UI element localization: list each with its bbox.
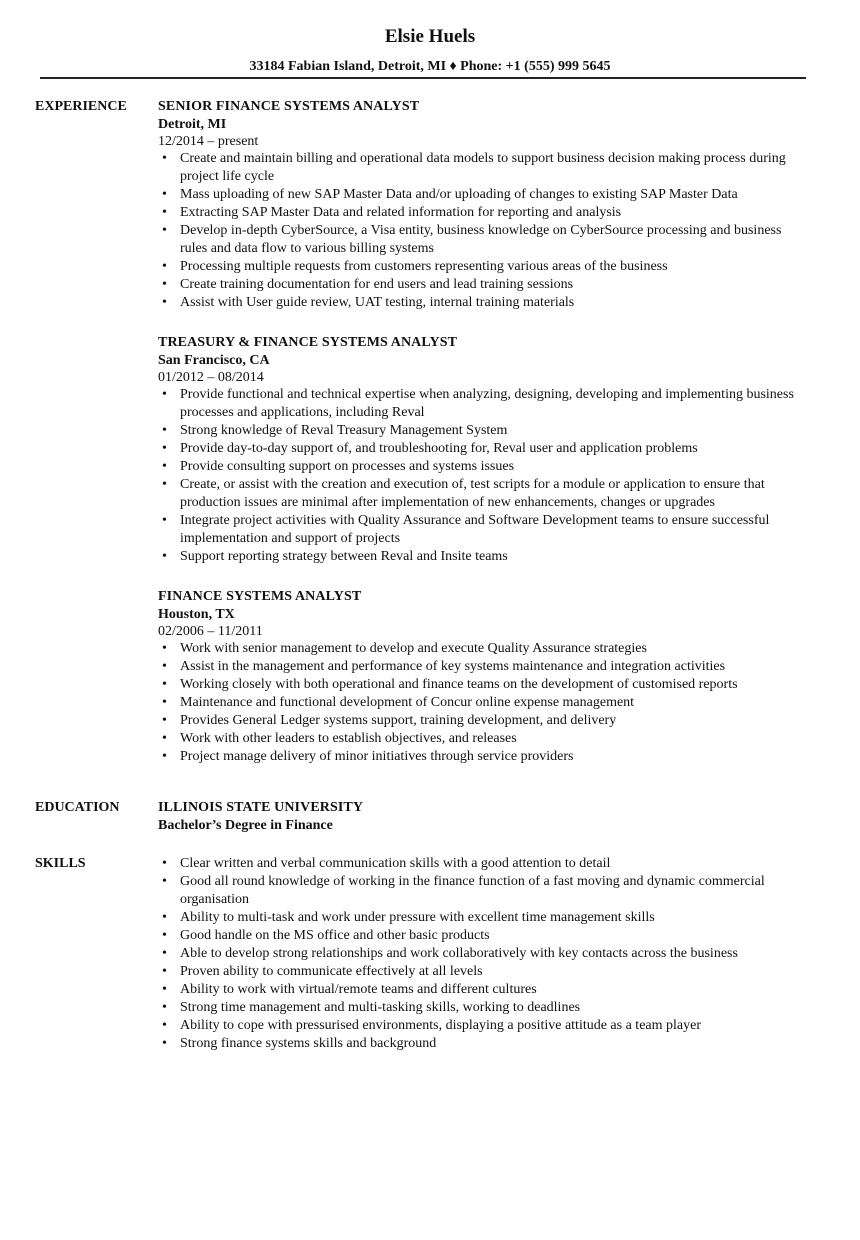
bullet-icon: •	[162, 982, 167, 997]
header-divider	[40, 77, 806, 79]
bullet-icon: •	[162, 277, 167, 292]
bullet-text: Ability to cope with pressurised environments, displaying a positive attitude as a team player	[180, 1018, 701, 1033]
bullet-icon: •	[162, 731, 167, 746]
job-dates: 02/2006 – 11/2011	[158, 624, 263, 639]
bullet-text: Project manage delivery of minor initiatives through service providers	[180, 749, 574, 764]
bullet-icon: •	[162, 441, 167, 456]
bullet-item	[158, 548, 810, 566]
skills-section	[35, 855, 810, 1053]
bullet-icon: •	[162, 223, 167, 238]
job-title: TREASURY & FINANCE SYSTEMS ANALYST	[158, 335, 458, 350]
bullet-item	[158, 150, 810, 186]
bullet-item	[158, 676, 810, 694]
job-entry	[158, 588, 810, 766]
candidate-name: Elsie Huels	[384, 26, 476, 47]
job-bullets	[158, 386, 810, 566]
bullet-item	[158, 694, 810, 712]
bullet-item	[158, 927, 810, 945]
bullet-icon: •	[162, 641, 167, 656]
bullet-icon: •	[162, 910, 167, 925]
bullet-text: Assist in the management and performance of key systems maintenance and integration activities	[180, 659, 726, 674]
bullet-text: Strong time management and multi-tasking skills, working to deadlines	[180, 1000, 581, 1015]
bullet-text: Able to develop strong relationships and work collaboratively with key contacts across the business	[180, 946, 738, 961]
bullet-text: Good handle on the MS office and other basic products	[180, 928, 490, 943]
bullet-icon: •	[162, 549, 167, 564]
bullet-item	[158, 1035, 810, 1053]
bullet-icon: •	[162, 459, 167, 474]
job-dates: 12/2014 – present	[158, 134, 259, 149]
bullet-icon: •	[162, 387, 167, 402]
bullet-item	[158, 999, 810, 1017]
bullet-text: Integrate project activities with Quality Assurance and Software Development teams to ensure successful implementation and support of projects	[180, 513, 770, 546]
bullet-text: Strong knowledge of Reval Treasury Management System	[180, 423, 508, 438]
bullet-icon: •	[162, 1018, 167, 1033]
education-heading: EDUCATION	[35, 800, 120, 815]
bullet-item	[158, 873, 810, 909]
job-bullets	[158, 150, 810, 312]
bullet-item	[158, 294, 810, 312]
bullet-item	[158, 712, 810, 730]
bullet-icon: •	[162, 749, 167, 764]
bullet-icon: •	[162, 1036, 167, 1051]
contact-line: 33184 Fabian Island, Detroit, MI ♦ Phone: +1 (555) 999 5645	[249, 59, 611, 74]
bullet-text: Ability to work with virtual/remote teams and different cultures	[180, 982, 537, 997]
bullet-text: Assist with User guide review, UAT testing, internal training materials	[180, 295, 575, 310]
bullet-text: Provide day-to-day support of, and troubleshooting for, Reval user and application problems	[180, 441, 698, 456]
bullet-item	[158, 204, 810, 222]
bullet-item	[158, 276, 810, 294]
bullet-item	[158, 476, 810, 512]
bullet-text: Provides General Ledger systems support, training development, and delivery	[180, 713, 617, 728]
bullet-text: Create and maintain billing and operational data models to support business decision making process during project life cycle	[180, 151, 786, 184]
bullet-text: Provide consulting support on processes and systems issues	[180, 459, 515, 474]
bullet-item	[158, 945, 810, 963]
bullet-text: Extracting SAP Master Data and related information for reporting and analysis	[180, 205, 622, 220]
bullet-item	[158, 981, 810, 999]
bullet-icon: •	[162, 946, 167, 961]
bullet-item	[158, 640, 810, 658]
bullet-icon: •	[162, 1000, 167, 1015]
bullet-item	[158, 909, 810, 927]
bullet-text: Support reporting strategy between Reval and Insite teams	[180, 549, 508, 564]
bullet-item	[158, 512, 810, 548]
job-title: SENIOR FINANCE SYSTEMS ANALYST	[158, 99, 420, 114]
school-name: ILLINOIS STATE UNIVERSITY	[158, 800, 364, 815]
bullet-icon: •	[162, 151, 167, 166]
education-section	[35, 799, 810, 835]
job-title: FINANCE SYSTEMS ANALYST	[158, 589, 362, 604]
experience-section	[35, 98, 810, 788]
job-location: Detroit, MI	[158, 117, 227, 132]
bullet-item	[158, 186, 810, 204]
bullet-item	[158, 730, 810, 748]
skills-bullets	[158, 855, 810, 1053]
bullet-text: Work with senior management to develop and execute Quality Assurance strategies	[180, 641, 647, 656]
bullet-item	[158, 440, 810, 458]
job-entry	[158, 98, 810, 312]
bullet-item	[158, 963, 810, 981]
bullet-text: Proven ability to communicate effectively at all levels	[180, 964, 483, 979]
bullet-icon: •	[162, 856, 167, 871]
bullet-text: Provide functional and technical expertise when analyzing, designing, developing and implementing business processes and applications, including Reval	[180, 387, 794, 420]
bullet-text: Work with other leaders to establish objectives, and releases	[180, 731, 517, 746]
bullet-item	[158, 1017, 810, 1035]
bullet-text: Processing multiple requests from customers representing various areas of the business	[180, 259, 668, 274]
bullet-text: Clear written and verbal communication skills with a good attention to detail	[180, 856, 611, 871]
bullet-item	[158, 458, 810, 476]
bullet-icon: •	[162, 205, 167, 220]
bullet-text: Working closely with both operational and finance teams on the development of customised reports	[180, 677, 738, 692]
bullet-icon: •	[162, 259, 167, 274]
skills-body	[158, 855, 810, 1053]
experience-body	[158, 98, 810, 766]
bullet-item	[158, 658, 810, 676]
bullet-icon: •	[162, 713, 167, 728]
skills-heading: SKILLS	[35, 856, 86, 871]
bullet-icon: •	[162, 695, 167, 710]
job-location: San Francisco, CA	[158, 353, 270, 368]
bullet-text: Maintenance and functional development of Concur online expense management	[180, 695, 635, 710]
degree: Bachelor’s Degree in Finance	[158, 818, 333, 833]
bullet-text: Good all round knowledge of working in the finance function of a fast moving and dynamic commercial organisation	[180, 874, 765, 907]
job-bullets	[158, 640, 810, 766]
bullet-text: Create, or assist with the creation and execution of, test scripts for a module or application to ensure that production issues are minimal after implementation of new enhancements, changes or upgrades	[180, 477, 765, 510]
experience-heading: EXPERIENCE	[35, 99, 127, 114]
bullet-item	[158, 422, 810, 440]
bullet-icon: •	[162, 964, 167, 979]
bullet-icon: •	[162, 677, 167, 692]
bullet-icon: •	[162, 513, 167, 528]
bullet-text: Mass uploading of new SAP Master Data and/or uploading of changes to existing SAP Master Data	[180, 187, 738, 202]
bullet-icon: •	[162, 928, 167, 943]
bullet-text: Ability to multi-task and work under pressure with excellent time management skills	[180, 910, 655, 925]
bullet-item	[158, 855, 810, 873]
bullet-icon: •	[162, 187, 167, 202]
bullet-text: Strong finance systems skills and background	[180, 1036, 437, 1051]
bullet-item	[158, 258, 810, 276]
bullet-icon: •	[162, 659, 167, 674]
bullet-icon: •	[162, 477, 167, 492]
bullet-text: Create training documentation for end users and lead training sessions	[180, 277, 574, 292]
bullet-icon: •	[162, 295, 167, 310]
bullet-item	[158, 386, 810, 422]
job-location: Houston, TX	[158, 607, 235, 622]
bullet-item	[158, 222, 810, 258]
resume-header	[0, 0, 860, 75]
job-entry	[158, 334, 810, 566]
bullet-icon: •	[162, 423, 167, 438]
bullet-item	[158, 748, 810, 766]
education-body	[158, 799, 810, 835]
bullet-icon: •	[162, 874, 167, 889]
job-dates: 01/2012 – 08/2014	[158, 370, 264, 385]
bullet-text: Develop in-depth CyberSource, a Visa entity, business knowledge on CyberSource processing and business rules and data flow to various billing systems	[180, 223, 782, 256]
